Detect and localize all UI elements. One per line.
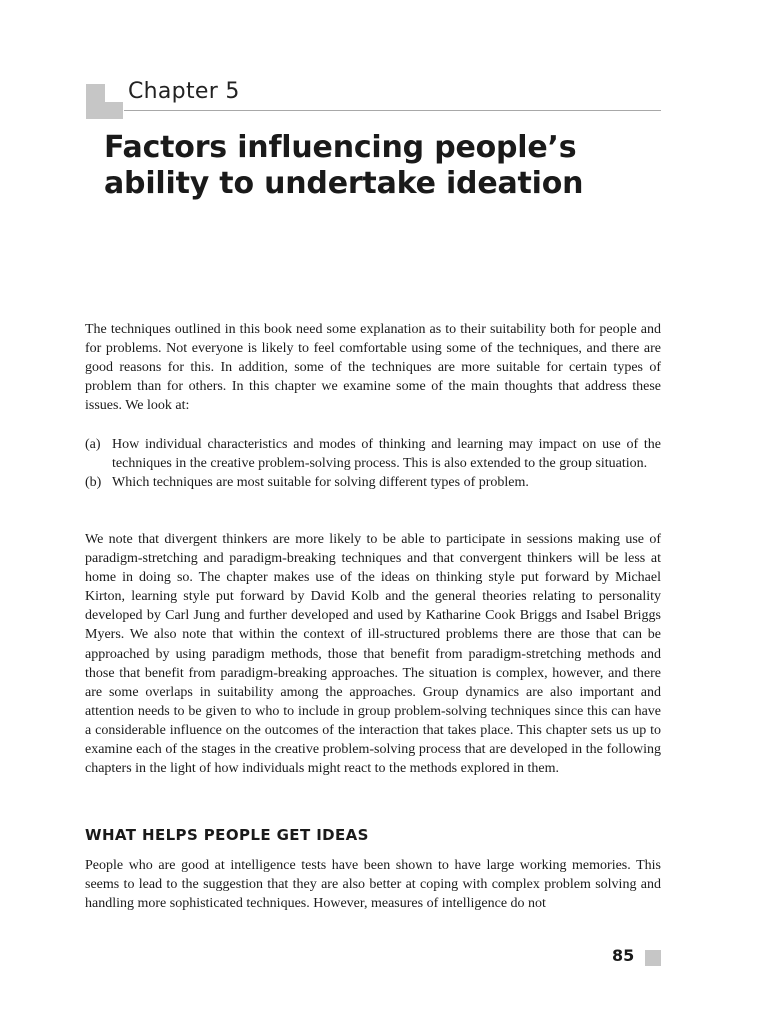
overview-paragraph: We note that divergent thinkers are more likely to be able to participate in sessions making use of paradigm-stretching and paradigm-breaking techniques and that convergent thinkers will be less at home in doing so. The chapter makes use of the ideas on thinking style put forward by Michael Kirton, learning style put forward by David Kolb and the general theories relating to personality developed by Carl Jung and further developed and used by Katharine Cook Briggs and Isabel Briggs Myers. We also note that within the context of ill-structured problems there are those that can be approached by using paradigm methods, those that benefit from paradigm-stretching methods and those that benefit from paradigm-breaking approaches. The situation is complex, however, and there are some overlaps in suitability among the approaches. Group dynamics are also important and attention needs to be given to who to include in group problem-solving techniques since this can have a considerable influence on the outcomes of the interaction that takes place. This chapter sets us up to examine each of the stages in the creative problem-solving process that are developed in the following chapters in the light of how individuals might react to the methods explored in them. xyxy=(85,532,661,777)
list-item xyxy=(85,473,661,492)
chapter-label: Chapter 5 xyxy=(128,79,240,104)
chapter-marker-notch xyxy=(105,84,123,102)
section-paragraph: People who are good at intelligence tests have been shown to have large working memories. This seems to lead to the suggestion that they are also better at coping with complex problem solving and handling more sophisticated techniques. However, measures of intelligence do not xyxy=(85,858,661,912)
chapter-rule xyxy=(124,110,661,111)
topic-list xyxy=(85,435,661,492)
list-marker: (b) xyxy=(85,475,102,491)
list-item xyxy=(85,435,661,473)
list-item-text: How individual characteristics and modes of thinking and learning may impact on use of the techniques in the creative problem-solving process. This is also extended to the group situation. xyxy=(112,437,661,472)
page-number: 85 xyxy=(612,946,635,965)
list-item-text: Which techniques are most suitable for solving different types of problem. xyxy=(112,475,529,491)
page-number-marker xyxy=(645,950,661,966)
section-heading: WHAT HELPS PEOPLE GET IDEAS xyxy=(85,826,369,844)
chapter-title: Factors influencing people’s ability to undertake ideation xyxy=(104,130,584,201)
list-marker: (a) xyxy=(85,437,101,452)
intro-paragraph: The techniques outlined in this book need some explanation as to their suitability both for people and for problems. Not everyone is likely to feel comfortable using some of the techniques, and there are good reasons for this. In addition, some of the techniques are more suitable for certain types of problem than for others. In this chapter we examine some of the main thoughts that address these issues. We look at: xyxy=(85,322,661,414)
